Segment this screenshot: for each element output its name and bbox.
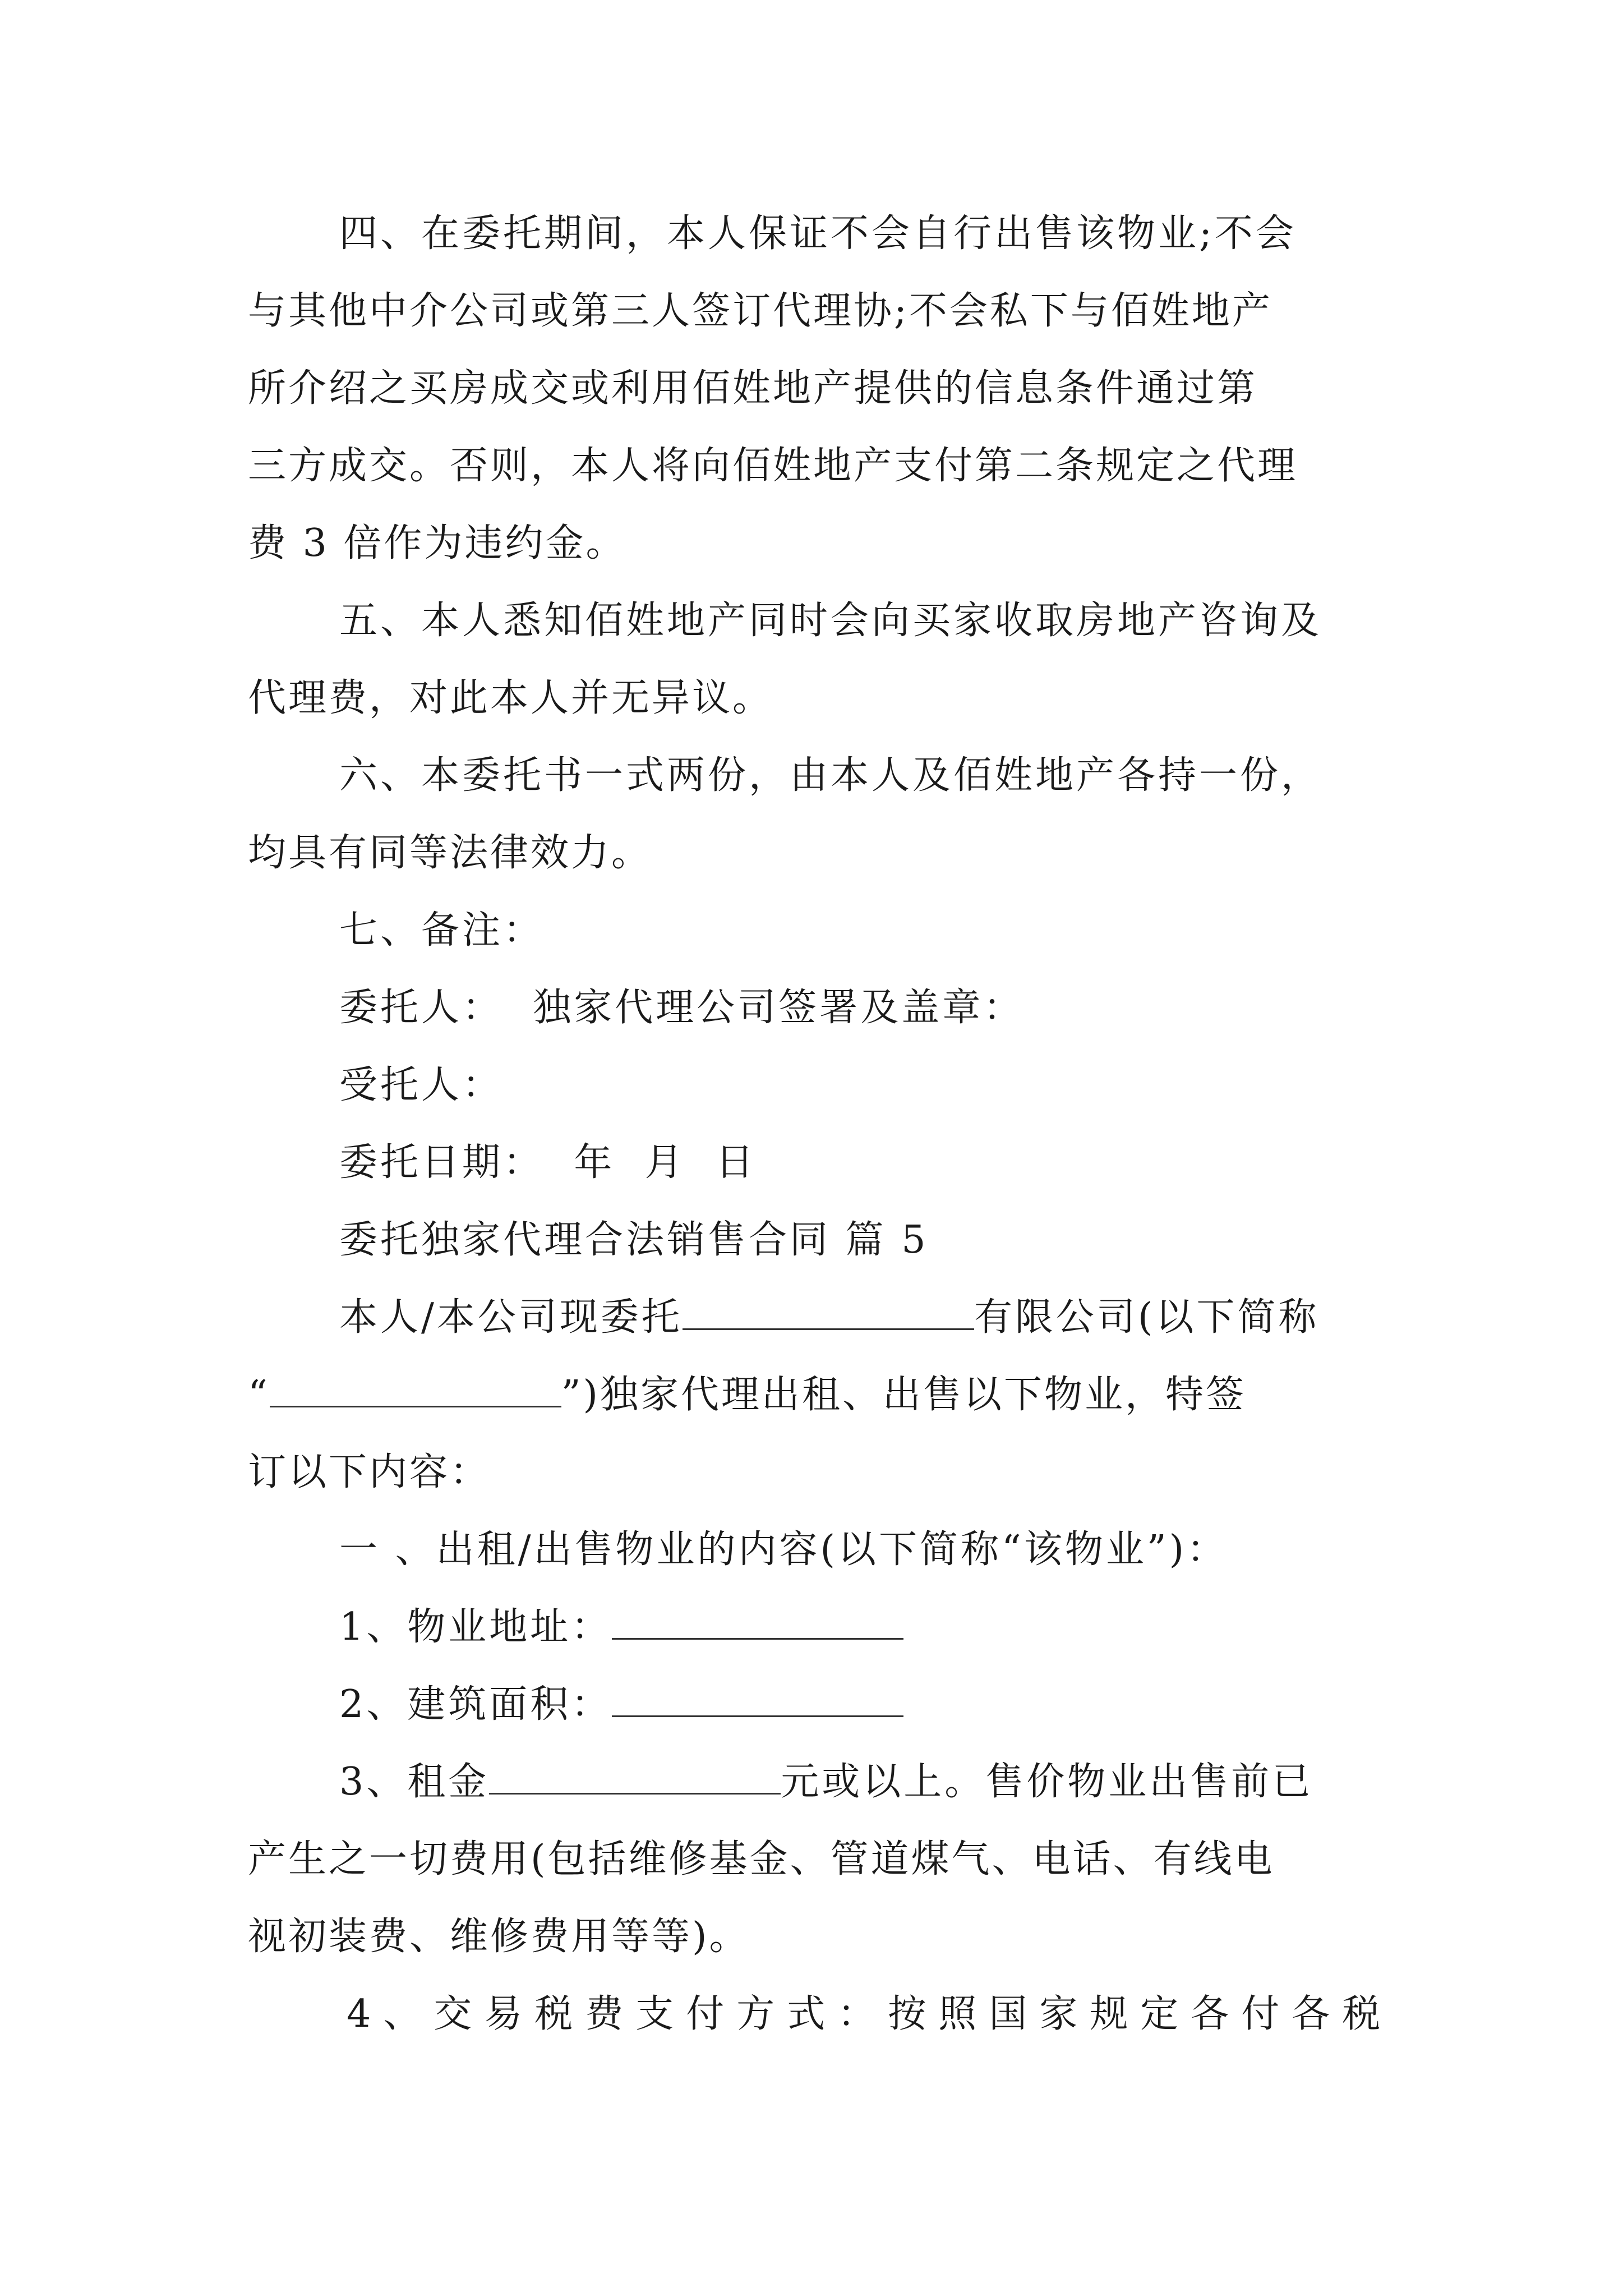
property-address-blank: [612, 1603, 903, 1640]
section-heading: 委托独家代理合法销售合同 篇 5: [339, 1218, 929, 1262]
clause-5-line-1: 五、本人悉知佰姓地产同时会向买家收取房地产咨询及: [339, 599, 1322, 643]
property-address-line: 1、物业地址：: [0, 1602, 1623, 1653]
clause-4-line-2: 与其他中介公司或第三人签订代理协;不会私下与佰姓地产: [248, 289, 1272, 333]
rent-amount-blank: [489, 1758, 781, 1795]
clause-4-line-1: 四、在委托期间，本人保证不会自行出售该物业;不会: [339, 211, 1297, 256]
agent-signature-line: 受托人：: [339, 1063, 504, 1107]
agent-company-blank: [683, 1294, 974, 1330]
clause-5-line-2: 代理费，对此本人并无异议。: [248, 676, 773, 720]
clause-7-remarks: 七、备注：: [339, 908, 545, 953]
clause-4-line-4: 三方成交。否则，本人将向佰姓地产支付第二条规定之代理: [248, 444, 1298, 488]
rent-line-1: 3、租金 元或以上。售价物业出售前已: [0, 1757, 1623, 1807]
floor-area-line: 2、建筑面积：: [0, 1680, 1623, 1730]
commission-date-line: 委托日期： 年 月 日: [339, 1140, 757, 1185]
floor-area-blank: [612, 1681, 903, 1717]
rent-line-3: 视初装费、维修费用等等)。: [248, 1915, 750, 1959]
tax-payment-line: 4、交易税费支付方式：按照国家规定各付各税: [347, 1992, 1393, 2036]
abbreviation-blank: [270, 1371, 561, 1407]
clause-6-line-1: 六、本委托书一式两份，由本人及佰姓地产各持一份，: [339, 753, 1322, 798]
clause-4-line-3: 所介绍之买房成交或利用佰姓地产提供的信息条件通过第: [248, 366, 1258, 411]
principal-signature-line: 委托人： 独家代理公司签署及盖章：: [339, 986, 1025, 1030]
item-1-heading: 一 、出租/出售物业的内容(以下简称“该物业”)：: [339, 1527, 1228, 1572]
clause-6-line-2: 均具有同等法律效力。: [248, 831, 652, 875]
clause-4-line-5: 费 3 倍作为违约金。: [248, 521, 626, 565]
preamble-line-2: “ ”)独家代理出租、出售以下物业，特签: [0, 1370, 1623, 1420]
preamble-line-3: 订以下内容：: [248, 1450, 491, 1494]
rent-line-2: 产生之一切费用(包括维修基金、管道煤气、电话、有线电: [248, 1837, 1275, 1881]
preamble-line-1: 本人/本公司现委托 有限公司(以下简称: [0, 1292, 1623, 1343]
